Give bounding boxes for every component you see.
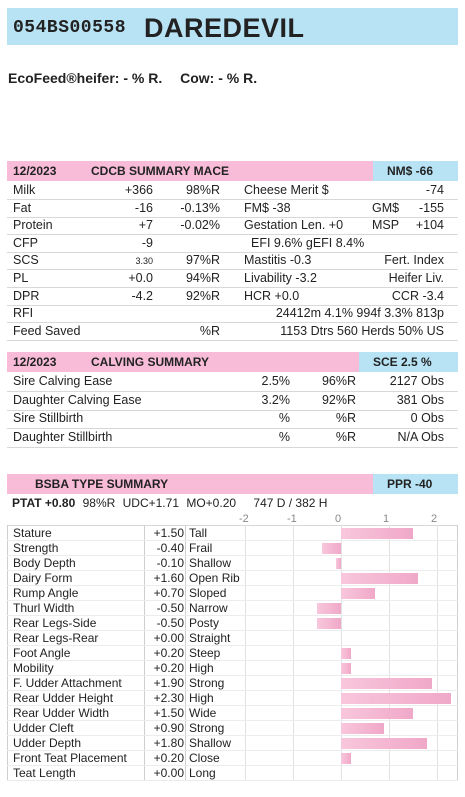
- trait-value: +7: [138, 218, 153, 233]
- mo-value: MO+0.20: [186, 496, 237, 510]
- type-trait-name: Dairy Form: [13, 571, 73, 585]
- type-trait-value: +1.90: [153, 676, 184, 690]
- type-trait-descriptor: Sloped: [189, 586, 227, 600]
- type-trait-value: -0.40: [156, 541, 184, 555]
- calving-obs: 381 Obs: [396, 392, 444, 407]
- calving-label: Daughter Calving Ease: [13, 392, 142, 407]
- type-trait-value: -0.50: [156, 601, 184, 615]
- type-trait-value: +0.20: [153, 751, 184, 765]
- type-trait-name: Thurl Width: [13, 601, 75, 615]
- type-trait-row: [7, 661, 458, 676]
- type-trait-descriptor: Steep: [189, 646, 221, 660]
- calving-row: [7, 410, 458, 429]
- type-trait-descriptor: Frail: [189, 541, 213, 555]
- type-trait-name: Rear Udder Height: [13, 691, 114, 705]
- type-trait-descriptor: Straight: [189, 631, 231, 645]
- type-trait-descriptor: Strong: [189, 721, 225, 735]
- registration-number: 054BS00558: [13, 18, 127, 38]
- trait-detail: Livability -3.2: [244, 271, 317, 285]
- mace-row: [7, 305, 458, 323]
- type-trait-name: Teat Length: [13, 766, 76, 780]
- type-trait-bar: [317, 603, 341, 614]
- type-trait-bar: [336, 558, 341, 569]
- type-trait-row: [7, 601, 458, 616]
- type-trait-row: [7, 646, 458, 661]
- calving-label: Sire Stillbirth: [13, 411, 84, 425]
- trait-value: 3.30: [135, 256, 153, 267]
- mace-row: [7, 323, 458, 341]
- type-trait-descriptor: Narrow: [189, 601, 228, 615]
- mace-row: [7, 217, 458, 235]
- trait-detail: FM$ -38: [244, 200, 291, 215]
- type-trait-bar: [341, 693, 451, 704]
- type-trait-value: +0.20: [153, 646, 184, 660]
- type-trait-bar: [341, 738, 427, 749]
- calving-value: %: [278, 411, 290, 425]
- ptat-line: [12, 496, 327, 510]
- calving-date: 12/2023: [13, 355, 57, 369]
- trait-detail: HCR +0.0: [244, 288, 300, 303]
- mace-title: CDCB SUMMARY MACE: [91, 164, 229, 178]
- calving-row: [7, 392, 458, 411]
- axis-tick-label: -1: [287, 513, 297, 525]
- type-trait-value: +0.00: [153, 766, 184, 780]
- axis-tick-label: -2: [239, 513, 249, 525]
- type-trait-name: Rump Angle: [13, 586, 79, 600]
- type-trait-bar: [341, 708, 413, 719]
- type-trait-bar: [322, 543, 341, 554]
- type-trait-name: Rear Legs-Rear: [13, 631, 99, 645]
- mace-row: [7, 235, 458, 253]
- trait-label: Feed Saved: [13, 323, 81, 338]
- type-trait-name: Mobility: [13, 661, 54, 675]
- type-trait-bar: [341, 723, 384, 734]
- type-trait-bar: [341, 573, 418, 584]
- calving-obs: 0 Obs: [410, 411, 444, 425]
- trait-value: -9: [141, 235, 153, 250]
- type-trait-row: [7, 586, 458, 601]
- ecofeed-heifer: EcoFeed®heifer: - % R.: [8, 70, 163, 86]
- calving-label: Sire Calving Ease: [13, 374, 113, 388]
- type-trait-descriptor: Shallow: [189, 736, 232, 750]
- axis-tick-label: 0: [335, 513, 342, 525]
- type-trait-value: +1.50: [153, 706, 184, 720]
- trait-reliability: 97%R: [185, 253, 220, 268]
- type-trait-descriptor: High: [189, 691, 214, 705]
- trait-detail-value: 1153 Dtrs 560 Herds 50% US: [280, 323, 444, 338]
- type-trait-descriptor: Close: [189, 751, 220, 765]
- type-title: BSBA TYPE SUMMARY: [35, 477, 169, 491]
- mace-row: [7, 200, 458, 218]
- type-trait-row: [7, 616, 458, 631]
- trait-value: -4.2: [131, 288, 153, 303]
- type-trait-value: +1.50: [153, 526, 184, 540]
- type-trait-descriptor: Wide: [189, 706, 217, 720]
- trait-label: DPR: [13, 288, 40, 303]
- type-trait-name: Rear Udder Width: [13, 706, 110, 720]
- type-trait-descriptor: Long: [189, 766, 216, 780]
- calving-header: [7, 352, 458, 372]
- trait-label: RFI: [13, 306, 34, 321]
- mace-nm: NM$ -66: [387, 164, 434, 178]
- ptat-value: PTAT +0.80: [12, 496, 76, 510]
- udc-value: UDC+1.71: [122, 496, 179, 510]
- trait-detail-value: CCR -3.4: [391, 288, 444, 303]
- calving-row: [7, 429, 458, 448]
- type-trait-bar: [341, 528, 413, 539]
- calving-value: %: [278, 429, 290, 444]
- calving-value: 3.2%: [261, 392, 290, 407]
- type-trait-row: [7, 541, 458, 556]
- type-trait-value: -0.50: [156, 616, 184, 630]
- mace-row: [7, 270, 458, 288]
- type-trait-name: Stature: [13, 526, 52, 540]
- type-trait-row: [7, 721, 458, 736]
- type-trait-bar: [341, 588, 375, 599]
- mace-header: [7, 161, 458, 181]
- type-trait-row: [7, 751, 458, 766]
- trait-reliability: 98%R: [185, 183, 220, 197]
- type-trait-bar: [341, 678, 432, 689]
- axis-tick-label: 1: [383, 513, 390, 525]
- calving-row: [7, 373, 458, 392]
- type-trait-value: +1.60: [153, 571, 184, 585]
- trait-reliability: %R: [199, 323, 220, 338]
- trait-value: -16: [134, 200, 153, 215]
- type-trait-row: [7, 556, 458, 571]
- type-trait-descriptor: Open Rib: [189, 571, 240, 585]
- daughters-herds: 747 D / 382 H: [253, 496, 328, 510]
- type-trait-name: Rear Legs-Side: [13, 616, 97, 630]
- type-trait-bar: [317, 618, 341, 629]
- trait-detail-label: GM$: [372, 200, 400, 215]
- trait-detail-value: Fert. Index: [384, 253, 444, 268]
- trait-detail-value: Heifer Liv.: [388, 271, 444, 285]
- ecofeed-line: [8, 70, 271, 86]
- ecofeed-cow: Cow: - % R.: [180, 70, 258, 86]
- type-trait-value: -0.10: [156, 556, 184, 570]
- trait-label: Milk: [13, 183, 36, 197]
- type-trait-value: +1.80: [153, 736, 184, 750]
- ptat-reliability: 98%R: [82, 496, 116, 510]
- calving-title: CALVING SUMMARY: [91, 355, 209, 369]
- type-trait-value: +0.00: [153, 631, 184, 645]
- trait-value: +366: [124, 183, 153, 197]
- calving-obs: N/A Obs: [397, 429, 444, 444]
- trait-reliability: -0.02%: [180, 218, 220, 233]
- trait-detail-value: -155: [418, 200, 444, 215]
- bull-name: DAREDEVIL: [144, 13, 305, 43]
- mace-date: 12/2023: [13, 164, 57, 178]
- type-trait-row: [7, 631, 458, 646]
- trait-label: CFP: [13, 235, 38, 250]
- type-trait-descriptor: Strong: [189, 676, 225, 690]
- type-trait-name: F. Udder Attachment: [13, 676, 122, 690]
- trait-detail: Mastitis -0.3: [244, 253, 312, 268]
- type-header: [7, 474, 458, 494]
- type-trait-bar: [341, 648, 351, 659]
- type-trait-value: +2.30: [153, 691, 184, 705]
- type-trait-descriptor: Tall: [189, 526, 208, 540]
- type-trait-row: [7, 766, 458, 781]
- type-trait-value: +0.70: [153, 586, 184, 600]
- type-trait-descriptor: Posty: [189, 616, 220, 630]
- type-trait-descriptor: High: [189, 661, 214, 675]
- type-trait-name: Udder Depth: [13, 736, 82, 750]
- mace-row: [7, 182, 458, 200]
- trait-detail-value: +104: [415, 218, 444, 233]
- trait-reliability: 92%R: [185, 288, 220, 303]
- trait-detail-value: 24412m 4.1% 994f 3.3% 813p: [275, 306, 444, 321]
- type-trait-name: Udder Cleft: [13, 721, 74, 735]
- type-trait-name: Front Teat Placement: [13, 751, 127, 765]
- calving-value: 2.5%: [261, 374, 290, 388]
- type-trait-value: +0.90: [153, 721, 184, 735]
- mace-row: [7, 288, 458, 306]
- calving-obs: 2127 Obs: [389, 374, 444, 388]
- calving-reliability: 92%R: [321, 392, 356, 407]
- trait-value: +0.0: [128, 271, 153, 285]
- trait-reliability: 94%R: [185, 271, 220, 285]
- calving-sce: SCE 2.5 %: [373, 355, 432, 369]
- calving-reliability: %R: [335, 411, 356, 425]
- type-ppr: PPR -40: [387, 477, 433, 491]
- type-trait-bar: [341, 663, 351, 674]
- calving-reliability: %R: [335, 429, 356, 444]
- trait-label: SCS: [13, 253, 39, 268]
- type-trait-bar: [341, 753, 351, 764]
- trait-detail-label: MSP: [372, 218, 400, 233]
- mace-row: [7, 252, 458, 270]
- trait-detail: Cheese Merit $: [244, 183, 329, 197]
- calving-label: Daughter Stillbirth: [13, 429, 113, 444]
- type-trait-name: Strength: [13, 541, 59, 555]
- axis-tick-label: 2: [431, 513, 438, 525]
- trait-label: Protein: [13, 218, 53, 233]
- type-trait-value: +0.20: [153, 661, 184, 675]
- trait-reliability: -0.13%: [180, 200, 220, 215]
- trait-detail-value: -74: [425, 183, 444, 197]
- type-trait-descriptor: Shallow: [189, 556, 232, 570]
- type-trait-name: Body Depth: [13, 556, 76, 570]
- trait-detail: Gestation Len. +0: [244, 218, 344, 233]
- trait-detail: EFI 9.6% gEFI 8.4%: [251, 235, 365, 250]
- trait-label: Fat: [13, 200, 32, 215]
- trait-label: PL: [13, 271, 29, 285]
- calving-reliability: 96%R: [321, 374, 356, 388]
- type-trait-name: Foot Angle: [13, 646, 71, 660]
